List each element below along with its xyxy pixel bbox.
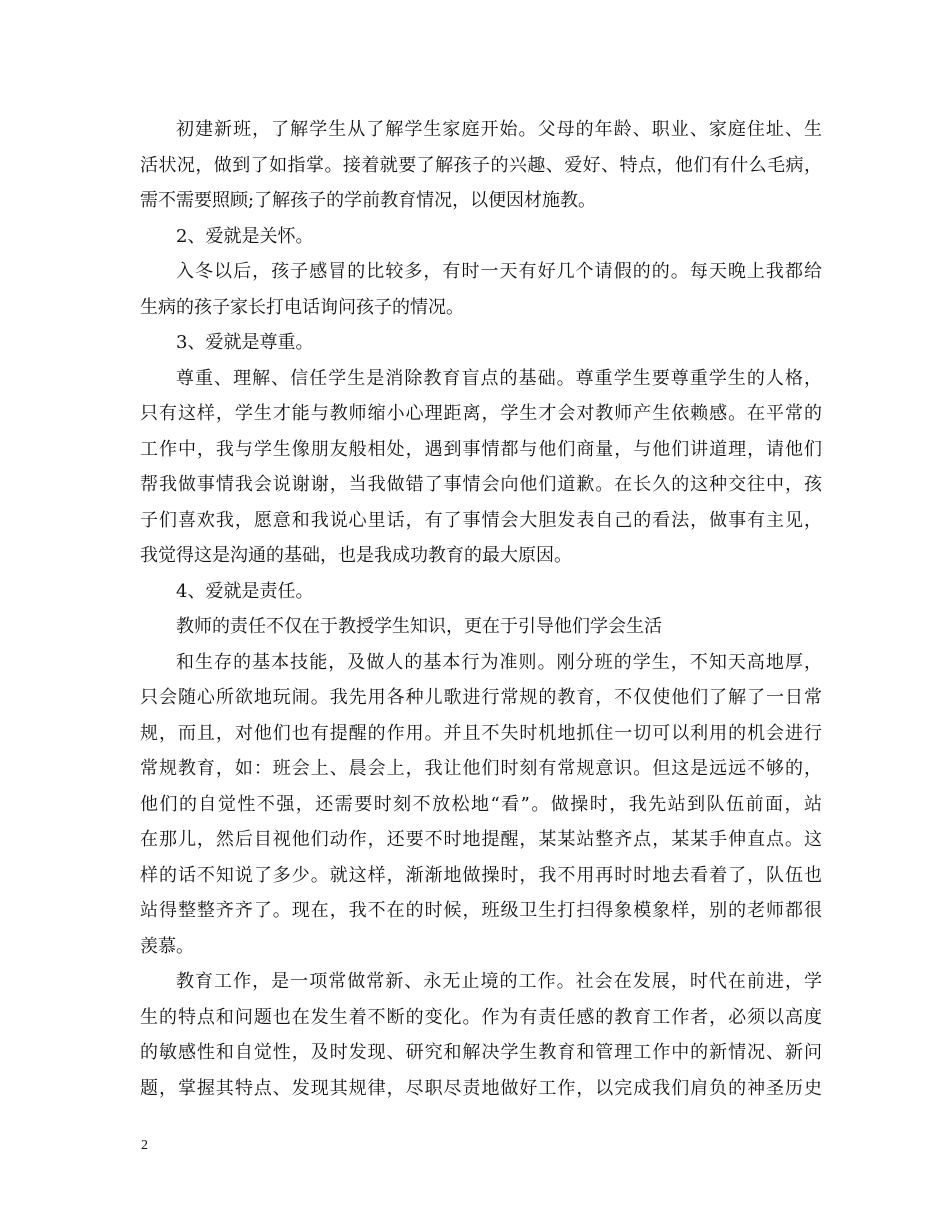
text-line: 样的话不知说了多少。就这样，渐渐地做操时，我不用再时时地去看着了，队伍也 xyxy=(140,864,822,886)
text-line: 羡慕。 xyxy=(140,935,194,957)
text-line: 生的特点和问题也在发生着不断的变化。作为有责任感的教育工作者，必须以高度 xyxy=(140,1006,822,1028)
text-line: 常规教育，如：班会上、晨会上，我让他们时刻有常规意识。但这是远远不够的， xyxy=(140,758,822,779)
text-line: 只会随心所欲地玩闹。我先用各种儿歌进行常规的教育，不仅使他们了解了一日常 xyxy=(140,687,822,708)
text-line: 3、爱就是尊重。 xyxy=(176,332,314,353)
document-body xyxy=(140,112,822,1106)
text-line: 题，掌握其特点、发现其规律，尽职尽责地做好工作，以完成我们肩负的神圣历史 xyxy=(140,1077,822,1099)
text-line: 教师的责任不仅在于教授学生知识，更在于引导他们学会生活 xyxy=(176,616,662,637)
text-line: 的敏感性和自觉性，及时发现、研究和解决学生教育和管理工作中的新情况、新问 xyxy=(140,1042,822,1063)
text-line: 4、爱就是责任。 xyxy=(176,580,314,602)
text-line: 站得整整齐齐了。现在，我不在的时候，班级卫生打扫得象模象样，别的老师都很 xyxy=(140,900,822,921)
text-line: 初建新班，了解学生从了解学生家庭开始。父母的年龄、职业、家庭住址、生 xyxy=(176,119,822,140)
text-line: 他们的自觉性不强，还需要时刻不放松地“看”。做操时，我先站到队伍前面，站 xyxy=(140,793,822,815)
text-line: 和生存的基本技能，及做人的基本行为准则。刚分班的学生，不知天高地厚， xyxy=(176,651,822,673)
page-number: 2 xyxy=(141,1138,148,1153)
text-line: 活状况，做到了如指掌。接着就要了解孩子的兴趣、爱好、特点，他们有什么毛病， xyxy=(140,154,822,176)
text-line: 2、爱就是关怀。 xyxy=(176,225,314,247)
text-line: 入冬以后，孩子感冒的比较多，有时一天有好几个请假的的。每天晚上我都给 xyxy=(176,261,822,282)
text-line: 规，而且，对他们也有提醒的作用。并且不失时机地抓住一切可以利用的机会进行 xyxy=(140,722,822,744)
text-line: 子们喜欢我，愿意和我说心里话，有了事情会大胆发表自己的看法，做事有主见， xyxy=(140,509,822,531)
text-line: 我觉得这是沟通的基础，也是我成功教育的最大原因。 xyxy=(140,545,572,566)
text-line: 工作中，我与学生像朋友般相处，遇到事情都与他们商量，与他们讲道理，请他们 xyxy=(140,438,822,460)
text-line: 需不需要照顾;了解孩子的学前教育情况，以便因材施教。 xyxy=(140,190,597,211)
text-line: 只有这样，学生才能与教师缩小心理距离，学生才会对教师产生依赖感。在平常的 xyxy=(140,403,822,424)
text-line: 教育工作，是一项常做常新、永无止境的工作。社会在发展，时代在前进，学 xyxy=(176,971,822,992)
text-line: 帮我做事情我会说谢谢，当我做错了事情会向他们道歉。在长久的这种交往中，孩 xyxy=(140,474,822,495)
text-line: 尊重、理解、信任学生是消除教育盲点的基础。尊重学生要尊重学生的人格， xyxy=(176,367,822,389)
text-line: 生病的孩子家长打电话询问孩子的情况。 xyxy=(140,296,464,318)
text-line: 在那儿，然后目视他们动作，还要不时地提醒，某某站整齐点，某某手伸直点。这 xyxy=(140,829,822,850)
